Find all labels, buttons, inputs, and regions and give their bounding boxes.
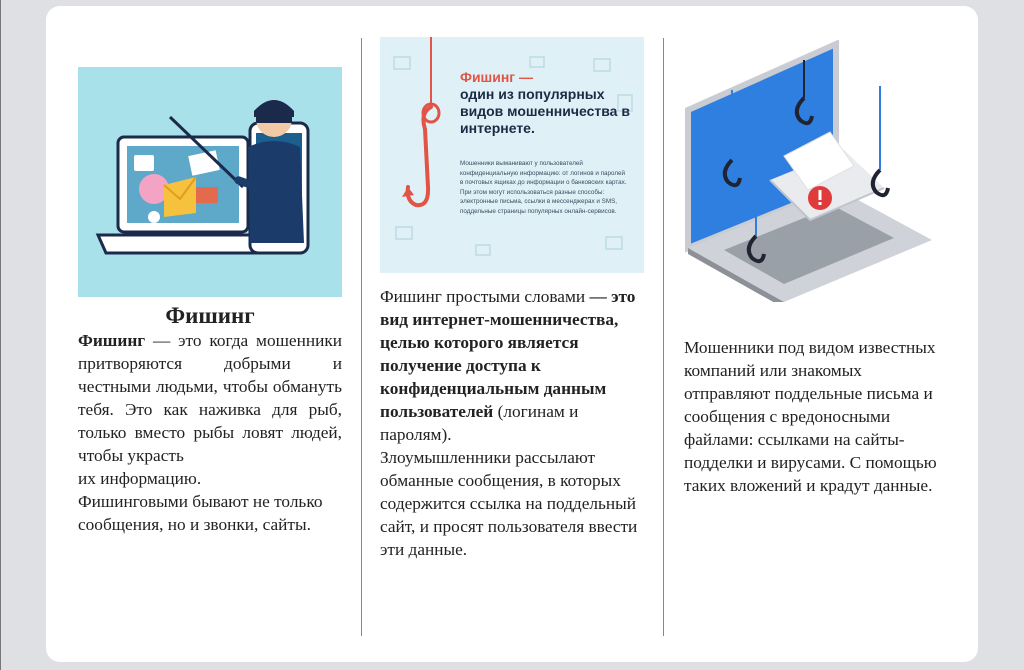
bold-definition: — это вид интернет-мошенничества, целью которого является получение доступа к конфиденциальным данным пользователей	[380, 287, 636, 421]
phishing-poster-image	[380, 37, 644, 273]
fraud-methods-text: Мошенники под видом известных компаний или знакомых отправляют поддельные письма и сообщения с вредоносными файлами: ссылками на сайты-подделки и вирусами. С помощью таких вложений и крадут данные.	[684, 338, 937, 495]
simple-definition-text	[380, 285, 648, 446]
intro-text: Фишинг простыми словами	[380, 287, 586, 306]
section-title: Фишинг	[165, 303, 255, 328]
column-2	[380, 37, 648, 561]
window-edge-line	[0, 0, 1, 670]
phishing-definition-text	[78, 329, 342, 467]
definition-part-3: Фишинговыми бывают не только сообщения, но и звонки, сайты.	[78, 492, 323, 534]
definition-part-2: их информацию.	[78, 469, 202, 488]
definition-part-1: — это когда мошенники притворяются добрыми и честными людьми, чтобы обмануть тебя. Это как наживка для рыб, только вместо рыбы ловят людей, чтобы украсть	[78, 331, 342, 465]
column-3	[684, 40, 946, 497]
fraud-description-text: Злоумышленники рассылают обманные сообщения, в которых содержится ссылка на поддельный сайт, и просят пользователя ввести эти данные.	[380, 448, 638, 559]
poster-title-accent: Фишинг —	[460, 69, 534, 85]
after-bold-text: (логинам и паролям).	[380, 402, 579, 444]
poster-body-text: Мошенники выманивают у пользователей конфиденциальную информацию: от логинов и паролей в почтовых ящиках до информации о банковских картах. При этом могут использоваться разные способы: электронные письма, ссылки в мессенджерах и SMS, поддельные страницы популярных онлайн-сервисов.	[460, 160, 627, 215]
column-divider-2	[663, 38, 664, 636]
column-1	[78, 67, 342, 536]
laptop-phishing-illustration	[684, 40, 936, 302]
phishing-illustration	[78, 67, 342, 297]
poster-title	[460, 69, 640, 137]
term-bold: Фишинг	[78, 331, 146, 350]
poster-title-rest: один из популярных видов мошенничества в интернете.	[460, 86, 630, 136]
column-divider-1	[361, 38, 362, 636]
